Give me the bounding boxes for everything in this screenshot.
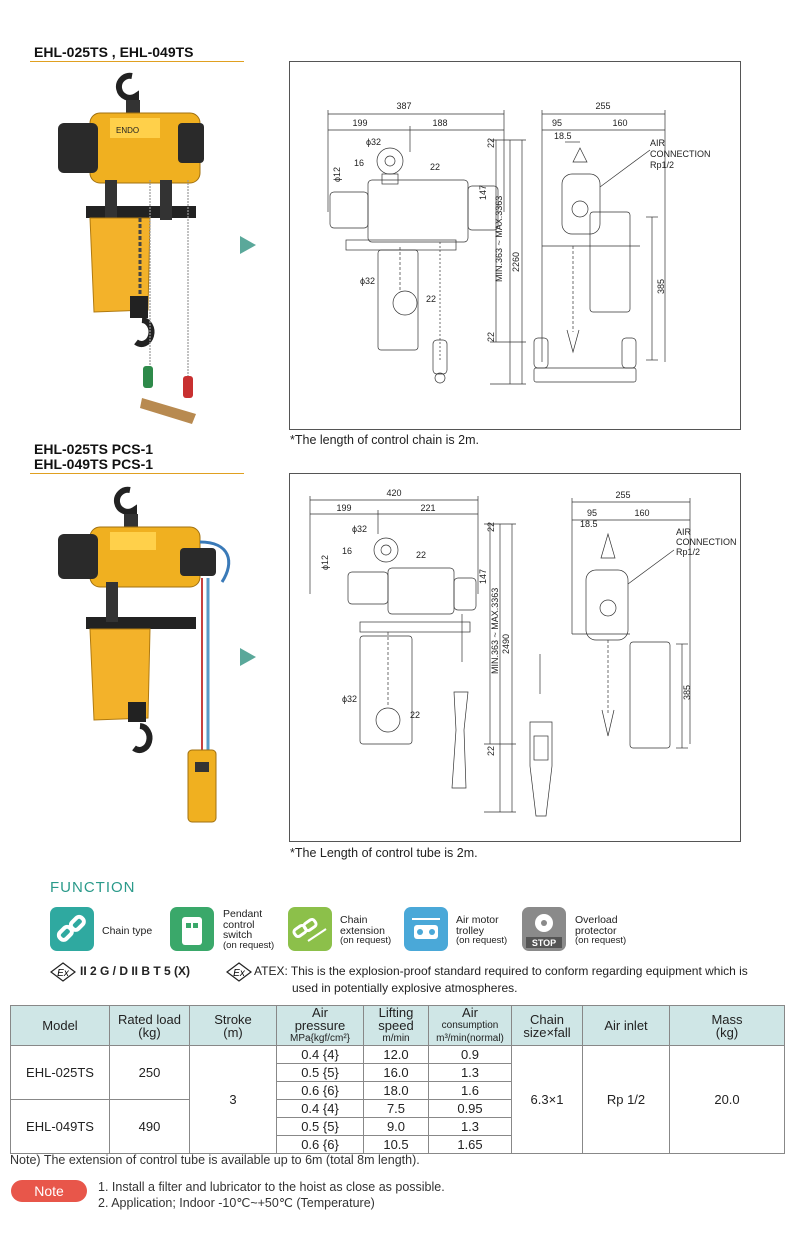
section2-title-line2: EHL-049TS PCS-1 (34, 456, 154, 472)
dim-hook-dia-bot: ϕ32 (342, 694, 358, 704)
dim-2490: 2490 (501, 633, 511, 654)
stop-icon (522, 907, 566, 951)
drawing-1-note: *The length of control chain is 2m. (290, 433, 479, 447)
th-air-pressure: Air pressure MPa{kgf/cm²} (277, 1006, 364, 1046)
dim-12: ϕ12 (332, 166, 342, 182)
air-label-3: Rp1/2 (676, 547, 701, 557)
th-mass: Mass (kg) (670, 1006, 785, 1046)
note-2: 2. Application; Indoor -10℃~+50℃ (Temperature) (98, 1196, 375, 1210)
trolley-icon (404, 907, 448, 951)
ex-mark-icon (50, 962, 76, 982)
pendant-icon (170, 907, 214, 951)
atex-line1: ATEX: This is the explosion-proof standard required to conform regarding equipment which is (254, 964, 748, 978)
table-row: EHL-049TS 490 0.4 {4} 7.5 0.95 (11, 1100, 785, 1118)
dim-side-18-5: 18.5 (580, 519, 598, 529)
dim-22-top: 22 (486, 521, 496, 532)
dim-147: 147 (478, 568, 488, 584)
dim-side-18-5: 18.5 (554, 131, 572, 141)
hoist-photo-2 (50, 482, 240, 842)
dim-16: 16 (342, 546, 353, 556)
dim-147: 147 (478, 184, 488, 200)
dim-188: 188 (432, 118, 448, 128)
ex-code: II 2 G / D II B T 5 (X) (80, 964, 191, 978)
spec-table (10, 1005, 785, 1154)
dim-22-top: 22 (486, 137, 496, 148)
note-1: 1. Install a filter and lubricator to the hoist as close as possible. (98, 1180, 445, 1194)
drawing-2-note: *The Length of control tube is 2m. (290, 846, 478, 860)
chain-extension-icon (288, 907, 332, 951)
dim-side-95: 95 (551, 118, 563, 128)
dim-side-255: 255 (615, 490, 631, 500)
table-row: 0.5 {5} 16.0 1.3 (11, 1064, 785, 1082)
table-row: EHL-025TS 250 3 0.4 {4} 12.0 0.9 6.3×1 Rp 1/2 20.0 (11, 1046, 785, 1064)
dim-min-max: MIN.363 ~ MAX.3363 (494, 195, 504, 282)
dim-side-160: 160 (634, 508, 650, 518)
air-label-1: AIR (650, 138, 666, 148)
arrow-icon (240, 236, 256, 254)
brand-label: ENDO (116, 126, 140, 135)
stop-badge: STOP (531, 938, 557, 948)
dim-199: 199 (336, 503, 352, 513)
dim-387: 387 (396, 101, 412, 111)
dim-hook22-top: 22 (430, 162, 441, 172)
dim-16: 16 (354, 158, 365, 168)
ex-mark-icon (226, 962, 252, 982)
hoist-photo-1 (50, 68, 220, 433)
dim-side-385: 385 (656, 278, 666, 294)
dim-hook22-bot: 22 (426, 294, 437, 304)
section2-title-line1: EHL-025TS PCS-1 (34, 441, 154, 457)
air-label-1: AIR (676, 527, 692, 537)
dim-hook-dia-bot: ϕ32 (360, 276, 376, 286)
section2-underline (30, 473, 244, 474)
table-row: 0.5 {5} 9.0 1.3 (11, 1118, 785, 1136)
dim-420: 420 (386, 488, 402, 498)
function-chain-type: Chain type (102, 925, 153, 937)
air-label-3: Rp1/2 (650, 160, 675, 170)
dim-hook22-top: 22 (416, 550, 427, 560)
atex-line2: used in potentially explosive atmospheres. (292, 981, 518, 995)
th-stroke: Stroke (m) (190, 1006, 277, 1046)
dim-side-385: 385 (682, 684, 692, 700)
function-overload: Overload protector (on request) (575, 914, 627, 946)
th-model: Model (11, 1006, 110, 1046)
dim-221: 221 (420, 503, 436, 513)
th-chain: Chain size×fall (512, 1006, 583, 1046)
th-air-consumption: Air consumption m³/min(normal) (429, 1006, 512, 1046)
dim-hook22-bot: 22 (410, 710, 421, 720)
dim-12: ϕ12 (320, 554, 330, 570)
th-lifting-speed: Lifting speed m/min (364, 1006, 429, 1046)
function-title: FUNCTION (50, 879, 136, 896)
arrow-icon (240, 648, 256, 666)
drawing-1 (289, 61, 741, 430)
function-pendant: Pendant control switch (on request) (223, 908, 275, 951)
svg-text:Ex: Ex (233, 968, 245, 979)
dim-22-bot: 22 (486, 745, 496, 756)
table-row: 0.6 {6} 10.5 1.65 (11, 1136, 785, 1154)
th-rated-load: Rated load (kg) (110, 1006, 190, 1046)
dim-min-max: MIN.363 ~ MAX.3363 (490, 587, 500, 674)
drawing-2 (289, 473, 741, 842)
section1-title: EHL-025TS , EHL-049TS (34, 44, 194, 60)
dim-hook-dia-top: ϕ32 (352, 524, 368, 534)
dim-side-160: 160 (612, 118, 628, 128)
air-label-2: CONNECTION (650, 149, 711, 159)
dim-side-95: 95 (586, 508, 598, 518)
table-footnote: Note) The extension of control tube is available up to 6m (total 8m length). (10, 1153, 420, 1167)
table-row: 0.6 {6} 18.0 1.6 (11, 1082, 785, 1100)
chain-icon (50, 907, 94, 951)
dim-199: 199 (352, 118, 368, 128)
dim-hook-dia-top: ϕ32 (366, 137, 382, 147)
dim-side-255: 255 (595, 101, 611, 111)
function-chain-extension: Chain extension (on request) (340, 914, 392, 946)
th-air-inlet: Air inlet (583, 1006, 670, 1046)
note-badge: Note (11, 1180, 87, 1202)
section1-underline (30, 61, 244, 62)
function-trolley: Air motor trolley (on request) (456, 914, 508, 946)
svg-text:Ex: Ex (57, 968, 69, 979)
dim-2260: 2260 (511, 251, 521, 272)
air-label-2: CONNECTION (676, 537, 737, 547)
dim-22-bot: 22 (486, 331, 496, 342)
